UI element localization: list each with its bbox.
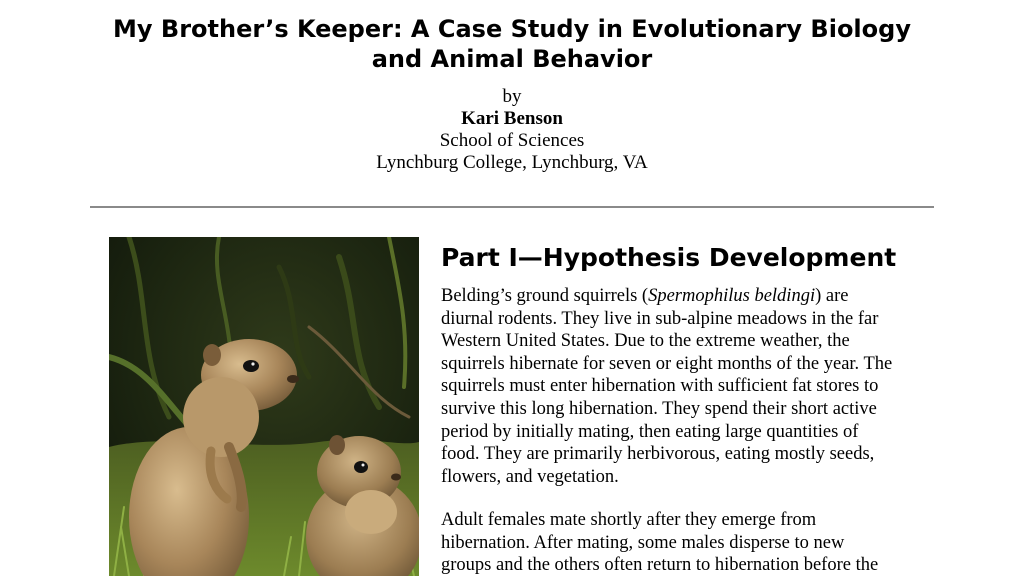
- institution: Lynchburg College, Lynchburg, VA: [376, 152, 648, 173]
- para2-line-3: groups and the others often return to hibernation before the: [441, 555, 879, 576]
- para1-line-7: period by initially mating, then eating large quantities of: [441, 421, 859, 442]
- para1-line-4: squirrels hibernate for seven or eight months of the year. The: [441, 353, 893, 374]
- document-title: [0, 14, 1024, 74]
- paragraph-1: [441, 285, 941, 488]
- para1-line-2: diurnal rodents. They live in sub-alpine meadows in the far: [441, 308, 879, 329]
- para1-line-9: flowers, and vegetation.: [441, 466, 619, 487]
- horizontal-rule: [90, 206, 934, 208]
- author-name: Kari Benson: [461, 108, 563, 129]
- para2-line-2: hibernation. After mating, some males disperse to new: [441, 532, 845, 553]
- para1-line-5: squirrels must enter hibernation with sufficient fat stores to: [441, 376, 879, 397]
- title-line-2: and Animal Behavior: [371, 45, 653, 73]
- affiliation: School of Sciences: [439, 130, 585, 151]
- para1-line-8: food. They are primarily herbivorous, eating mostly seeds,: [441, 444, 875, 465]
- byline: [0, 86, 1024, 174]
- paragraph-2: [441, 509, 941, 576]
- para1-line-3: Western United States. Due to the extreme weather, the: [441, 331, 850, 352]
- by-label: by: [502, 86, 522, 107]
- squirrels-photo: [109, 237, 419, 576]
- species-name: Spermophilus beldingi: [648, 286, 816, 306]
- para1-line-1-end: ) are: [815, 286, 849, 306]
- section-heading: Part I—Hypothesis Development: [441, 243, 897, 272]
- para1-line-1-start: Belding’s ground squirrels (: [441, 286, 649, 306]
- para1-line-1: [441, 286, 848, 306]
- para2-line-1: Adult females mate shortly after they emerge from: [441, 510, 817, 530]
- title-line-1: My Brother’s Keeper: A Case Study in Evolutionary Biology: [113, 15, 911, 43]
- para1-line-6: survive this long hibernation. They spend their short active: [441, 398, 877, 419]
